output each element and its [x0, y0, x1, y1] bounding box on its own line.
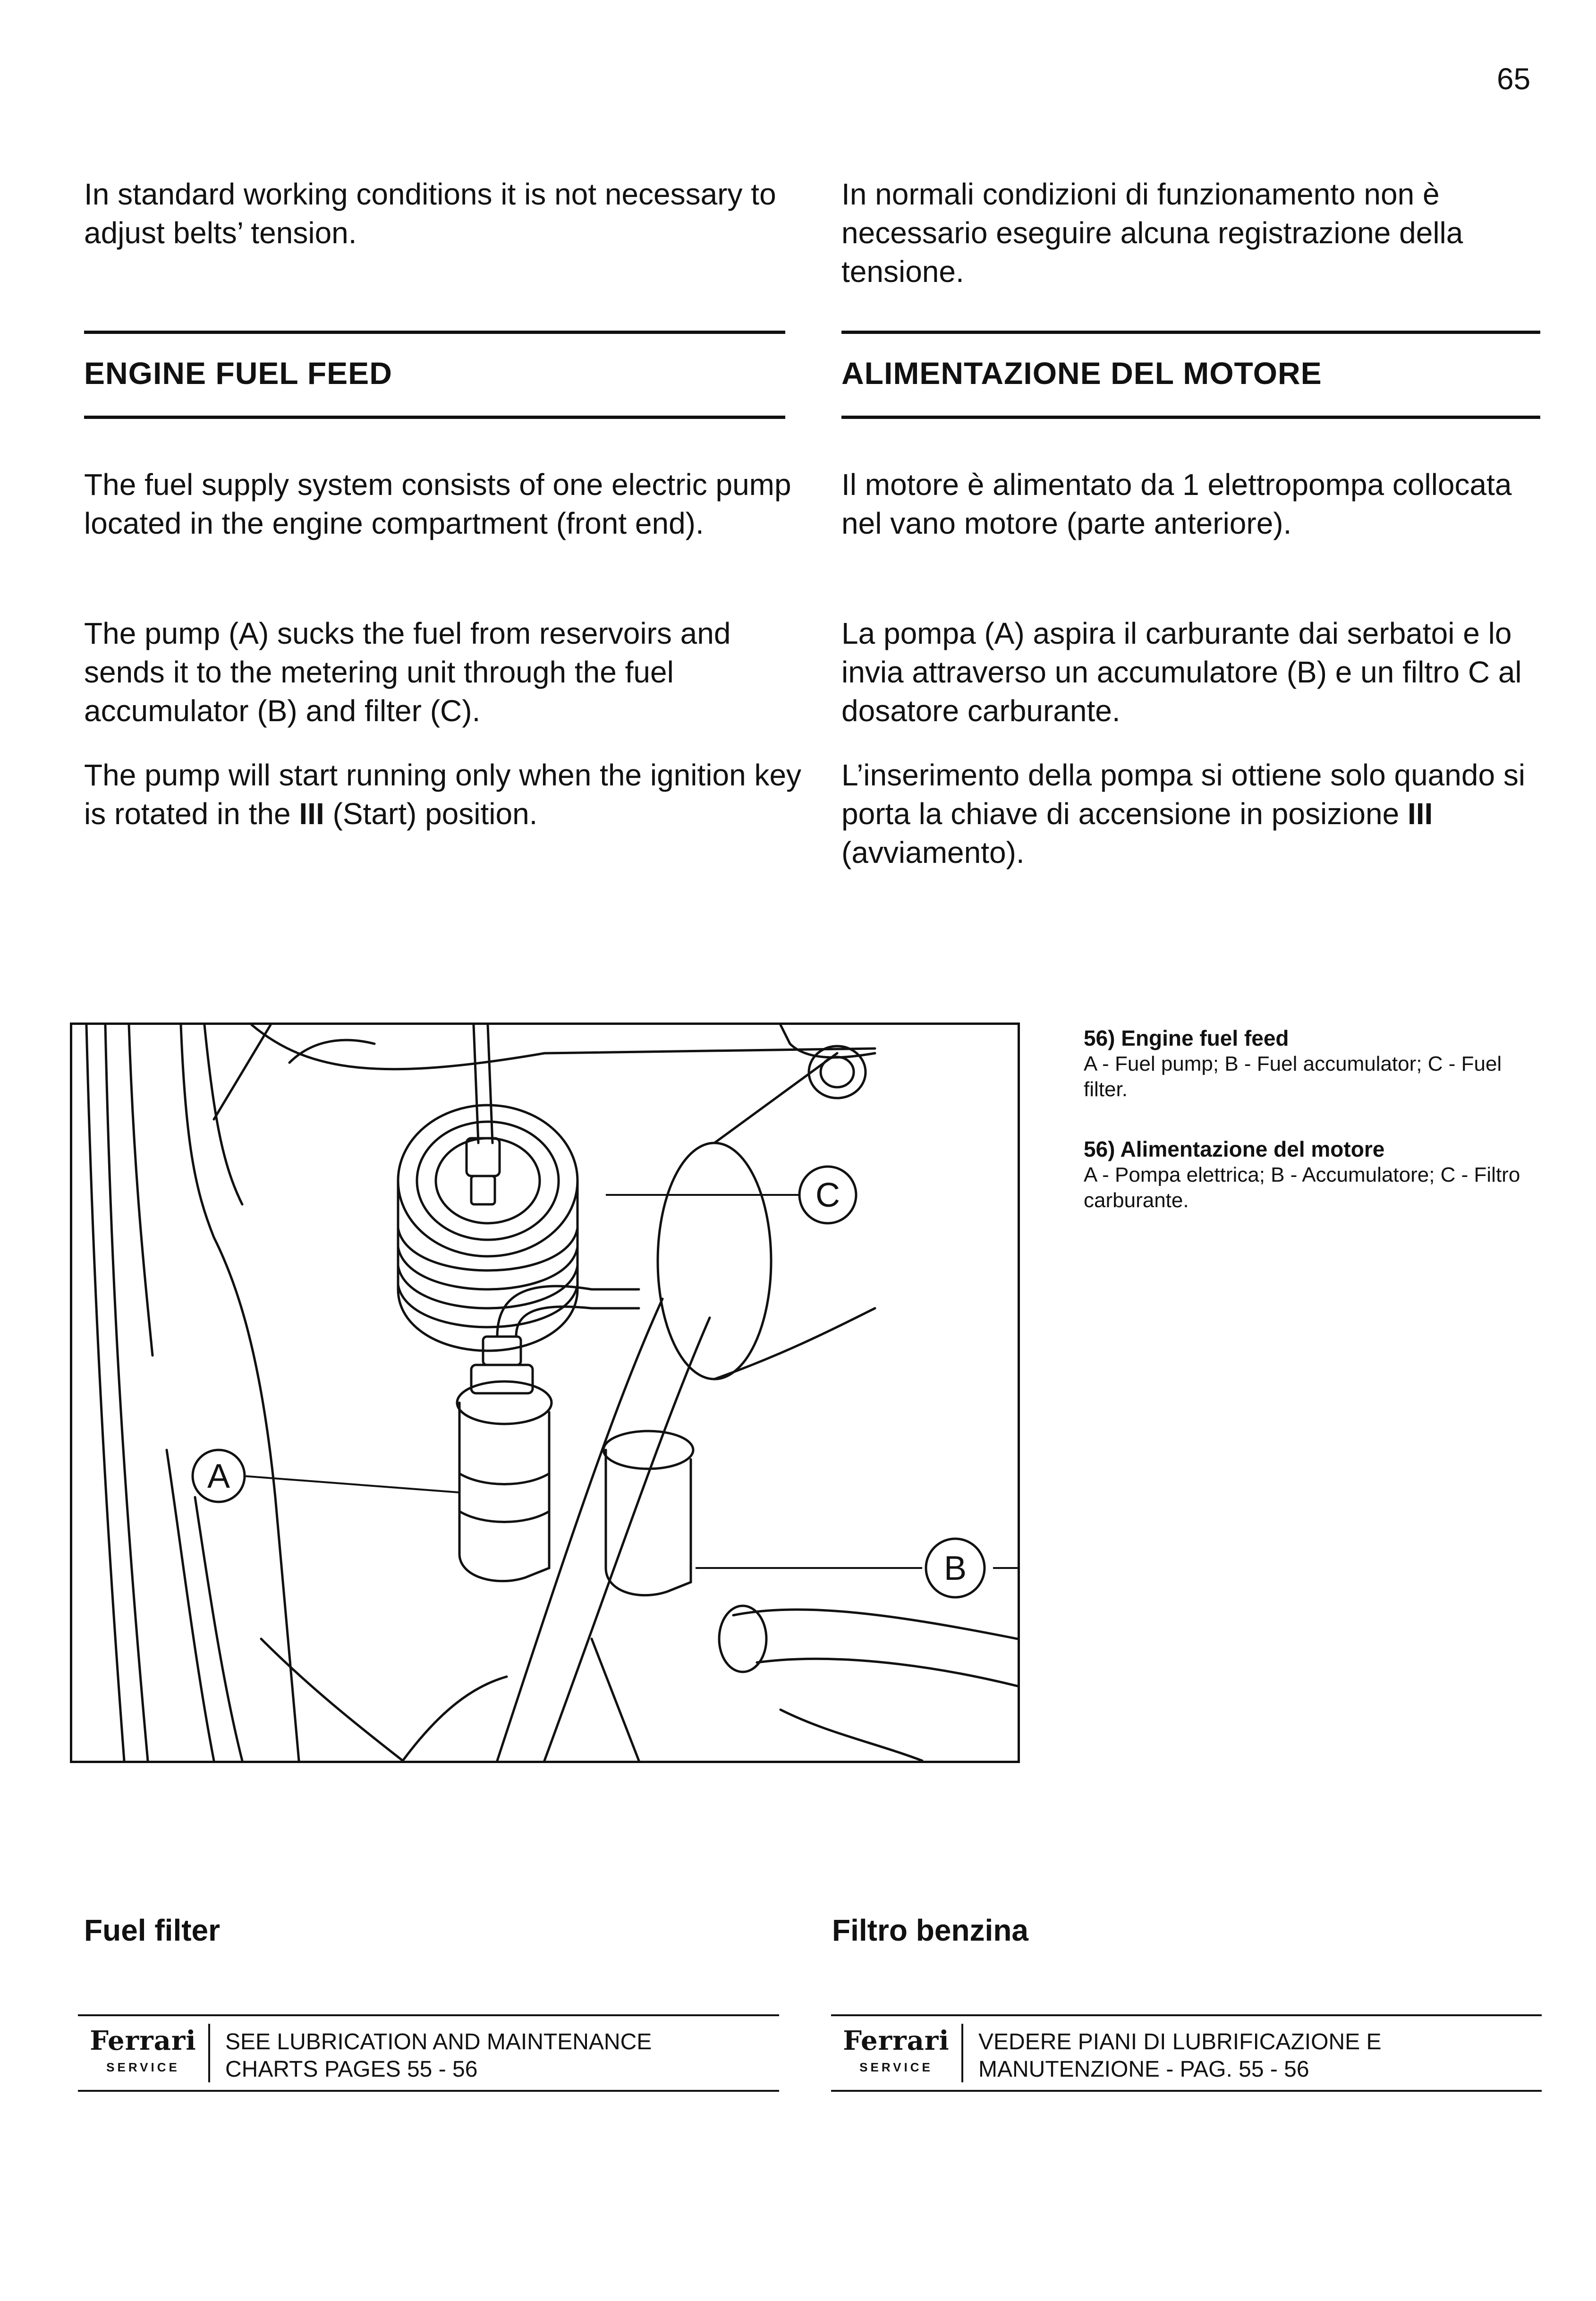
logo-main-en: Ferrari: [90, 2025, 196, 2056]
heading-rule-top-it: [841, 331, 1540, 334]
caption-title-it: 56) Alimentazione del motore: [1084, 1137, 1385, 1161]
service-reference-it: [831, 2014, 1542, 2092]
intro-text-en: In standard working conditions it is not necessary to adjust belts’ tension.: [84, 177, 776, 250]
pump-text-en: The pump (A) sucks the fuel from reservoirs and sends it to the metering unit through the fuel accumulator (B) and filter (C).: [84, 616, 731, 728]
section-heading-en: ENGINE FUEL FEED: [84, 356, 392, 391]
logo-main-it: Ferrari: [843, 2025, 950, 2056]
service-text-it-line2: MANUTENZIONE - PAG. 55 - 56: [978, 2057, 1309, 2082]
logo-sub-it: SERVICE: [859, 2060, 933, 2074]
callout-b: B: [943, 1550, 967, 1587]
fuel-filter-heading-it: Filtro benzina: [832, 1913, 1028, 1947]
section-heading-it: ALIMENTAZIONE DEL MOTORE: [841, 356, 1322, 391]
service-text-en-line1: SEE LUBRICATION AND MAINTENANCE: [225, 2029, 652, 2054]
callout-c: C: [815, 1176, 840, 1214]
ignition-position-it: III: [1407, 797, 1433, 831]
ignition-position-en: III: [299, 797, 324, 831]
caption-title-en: 56) Engine fuel feed: [1084, 1026, 1289, 1050]
caption-text-it: A - Pompa elettrica; B - Accumulatore; C - Filtro carburante.: [1084, 1163, 1520, 1212]
ignition-text-en: [84, 756, 802, 833]
ferrari-service-logo-it: [831, 2024, 963, 2082]
fuel-filter-heading-en: Fuel filter: [84, 1913, 221, 1947]
ferrari-service-logo-en: [78, 2024, 210, 2082]
service-text-it: [978, 2028, 1382, 2083]
service-text-en-line2: CHARTS PAGES 55 - 56: [225, 2057, 478, 2082]
heading-rule-bottom-it: [841, 416, 1540, 419]
intro-text-it: In normali condizioni di funzionamento non è necessario eseguire alcuna registrazione della tensione.: [841, 177, 1463, 289]
fuel-system-text-en: The fuel supply system consists of one electric pump located in the engine compartment (front end).: [84, 468, 791, 540]
ignition-text-en-1: The pump will start running only when the ignition key is rotated in the: [84, 758, 802, 831]
pump-text-it: La pompa (A) aspira il carburante dai serbatoi e lo invia attraverso un accumulatore (B) e un filtro C al dosatore carburante.: [841, 616, 1522, 728]
page-number: 65: [1497, 62, 1531, 96]
caption-text-en: A - Fuel pump; B - Fuel accumulator; C - Fuel filter.: [1084, 1052, 1502, 1101]
service-text-it-line1: VEDERE PIANI DI LUBRIFICAZIONE E: [978, 2029, 1382, 2054]
service-reference-en: [78, 2014, 779, 2092]
heading-rule-top-en: [84, 331, 785, 334]
fuel-system-text-it: Il motore è alimentato da 1 elettropompa collocata nel vano motore (parte anteriore).: [841, 468, 1512, 540]
engine-fuel-feed-figure: [70, 1023, 1020, 1763]
ignition-text-it: [841, 756, 1540, 872]
logo-sub-en: SERVICE: [106, 2060, 180, 2074]
ignition-text-en-2: (Start) position.: [324, 797, 538, 831]
figure-caption-en: [1084, 1025, 1546, 1102]
figure-caption-it: [1084, 1136, 1546, 1213]
service-text-en: [225, 2028, 652, 2083]
ignition-text-it-1: L’inserimento della pompa si ottiene solo quando si porta la chiave di accensione in posizione: [841, 758, 1526, 831]
engine-illustration: [72, 1025, 1018, 1761]
heading-rule-bottom-en: [84, 416, 785, 419]
callout-a: A: [207, 1457, 230, 1495]
ignition-text-it-2: (avviamento).: [841, 835, 1025, 869]
